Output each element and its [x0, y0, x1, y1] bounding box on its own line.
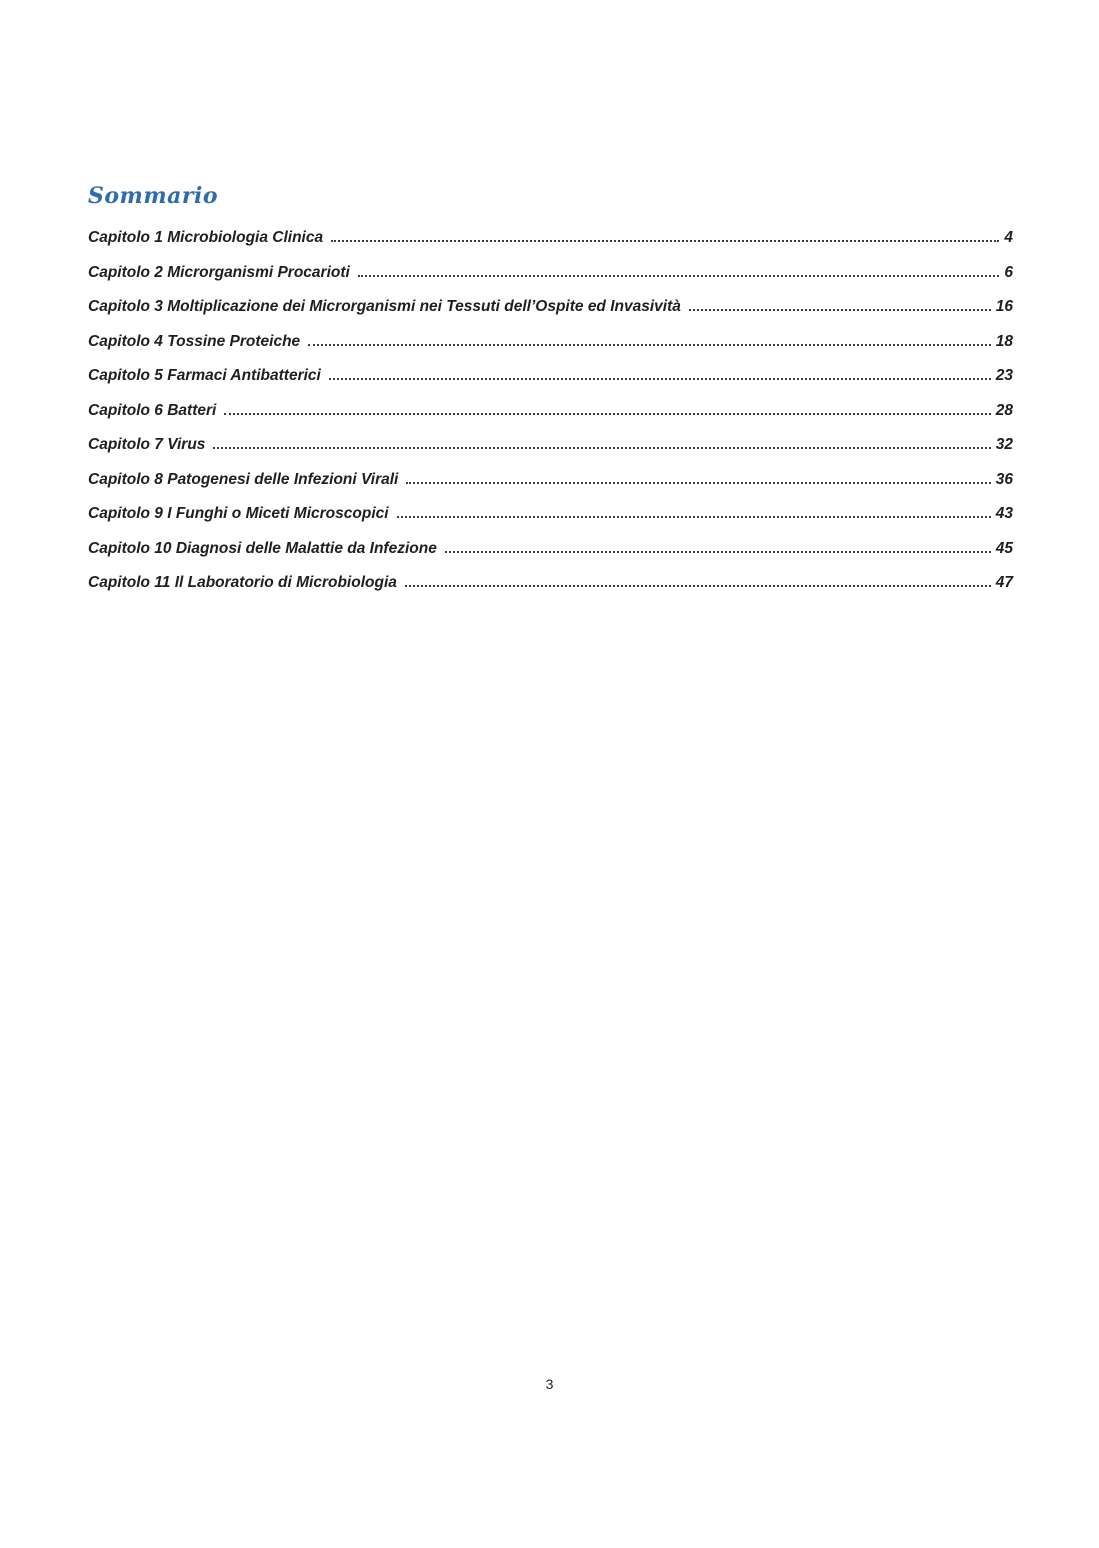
- toc-entry-10[interactable]: [88, 540, 1013, 575]
- toc-entry-page: 47: [995, 574, 1013, 591]
- toc-entry-6[interactable]: [88, 402, 1013, 437]
- toc-entry-title: Capitolo 7 Virus: [88, 436, 206, 453]
- toc-leader-dots: [224, 412, 990, 415]
- toc-entry-title: Capitolo 10 Diagnosi delle Malattie da Infezione: [88, 539, 437, 557]
- toc-entry-title: Capitolo 6 Batteri: [88, 401, 217, 419]
- toc-leader-dots: [308, 343, 991, 346]
- toc-entry-4[interactable]: [88, 333, 1013, 368]
- toc-entry-7[interactable]: [88, 436, 1013, 471]
- toc-entry-page: 16: [995, 298, 1013, 315]
- toc-entry-3[interactable]: [88, 298, 1013, 333]
- toc-section: [88, 183, 1013, 609]
- toc-leader-dots: [358, 274, 1000, 277]
- toc-entry-title: Capitolo 11 Il Laboratorio di Microbiologia: [88, 574, 397, 591]
- toc-list: [88, 229, 1013, 609]
- toc-leader-dots: [331, 239, 999, 242]
- toc-leader-dots: [689, 308, 991, 311]
- toc-entry-11[interactable]: [88, 574, 1013, 609]
- toc-entry-page: 32: [995, 436, 1013, 453]
- toc-entry-title: Capitolo 1 Microbiologia Clinica: [88, 229, 324, 246]
- toc-entry-1[interactable]: [88, 229, 1013, 264]
- toc-leader-dots: [445, 550, 991, 553]
- toc-entry-title: Capitolo 5 Farmaci Antibatterici: [88, 367, 321, 384]
- toc-entry-page: 45: [995, 539, 1013, 557]
- page-number: 3: [545, 1376, 554, 1392]
- toc-entry-5[interactable]: [88, 367, 1013, 402]
- toc-entry-title: Capitolo 2 Microrganismi Procarioti: [88, 263, 350, 281]
- toc-leader-dots: [406, 481, 990, 484]
- toc-entry-page: 4: [1004, 229, 1013, 246]
- toc-entry-title: Capitolo 3 Moltiplicazione dei Microrganismi nei Tessuti dell’Ospite ed Invasività: [88, 298, 681, 315]
- toc-entry-title: Capitolo 8 Patogenesi delle Infezioni Virali: [88, 470, 399, 488]
- toc-entry-page: 6: [1004, 263, 1013, 281]
- toc-entry-page: 28: [995, 401, 1013, 419]
- toc-entry-title: Capitolo 9 I Funghi o Miceti Microscopici: [88, 505, 389, 522]
- toc-entry-title: Capitolo 4 Tossine Proteiche: [88, 332, 301, 350]
- toc-entry-page: 23: [995, 367, 1013, 384]
- toc-leader-dots: [329, 377, 991, 380]
- toc-leader-dots: [405, 584, 991, 587]
- toc-leader-dots: [213, 446, 990, 449]
- toc-title: Sommario: [88, 183, 218, 209]
- toc-leader-dots: [397, 515, 991, 518]
- toc-entry-2[interactable]: [88, 264, 1013, 299]
- toc-entry-page: 36: [995, 470, 1013, 488]
- toc-entry-8[interactable]: [88, 471, 1013, 506]
- toc-entry-9[interactable]: [88, 505, 1013, 540]
- toc-entry-page: 18: [995, 332, 1013, 350]
- toc-entry-page: 43: [995, 505, 1013, 522]
